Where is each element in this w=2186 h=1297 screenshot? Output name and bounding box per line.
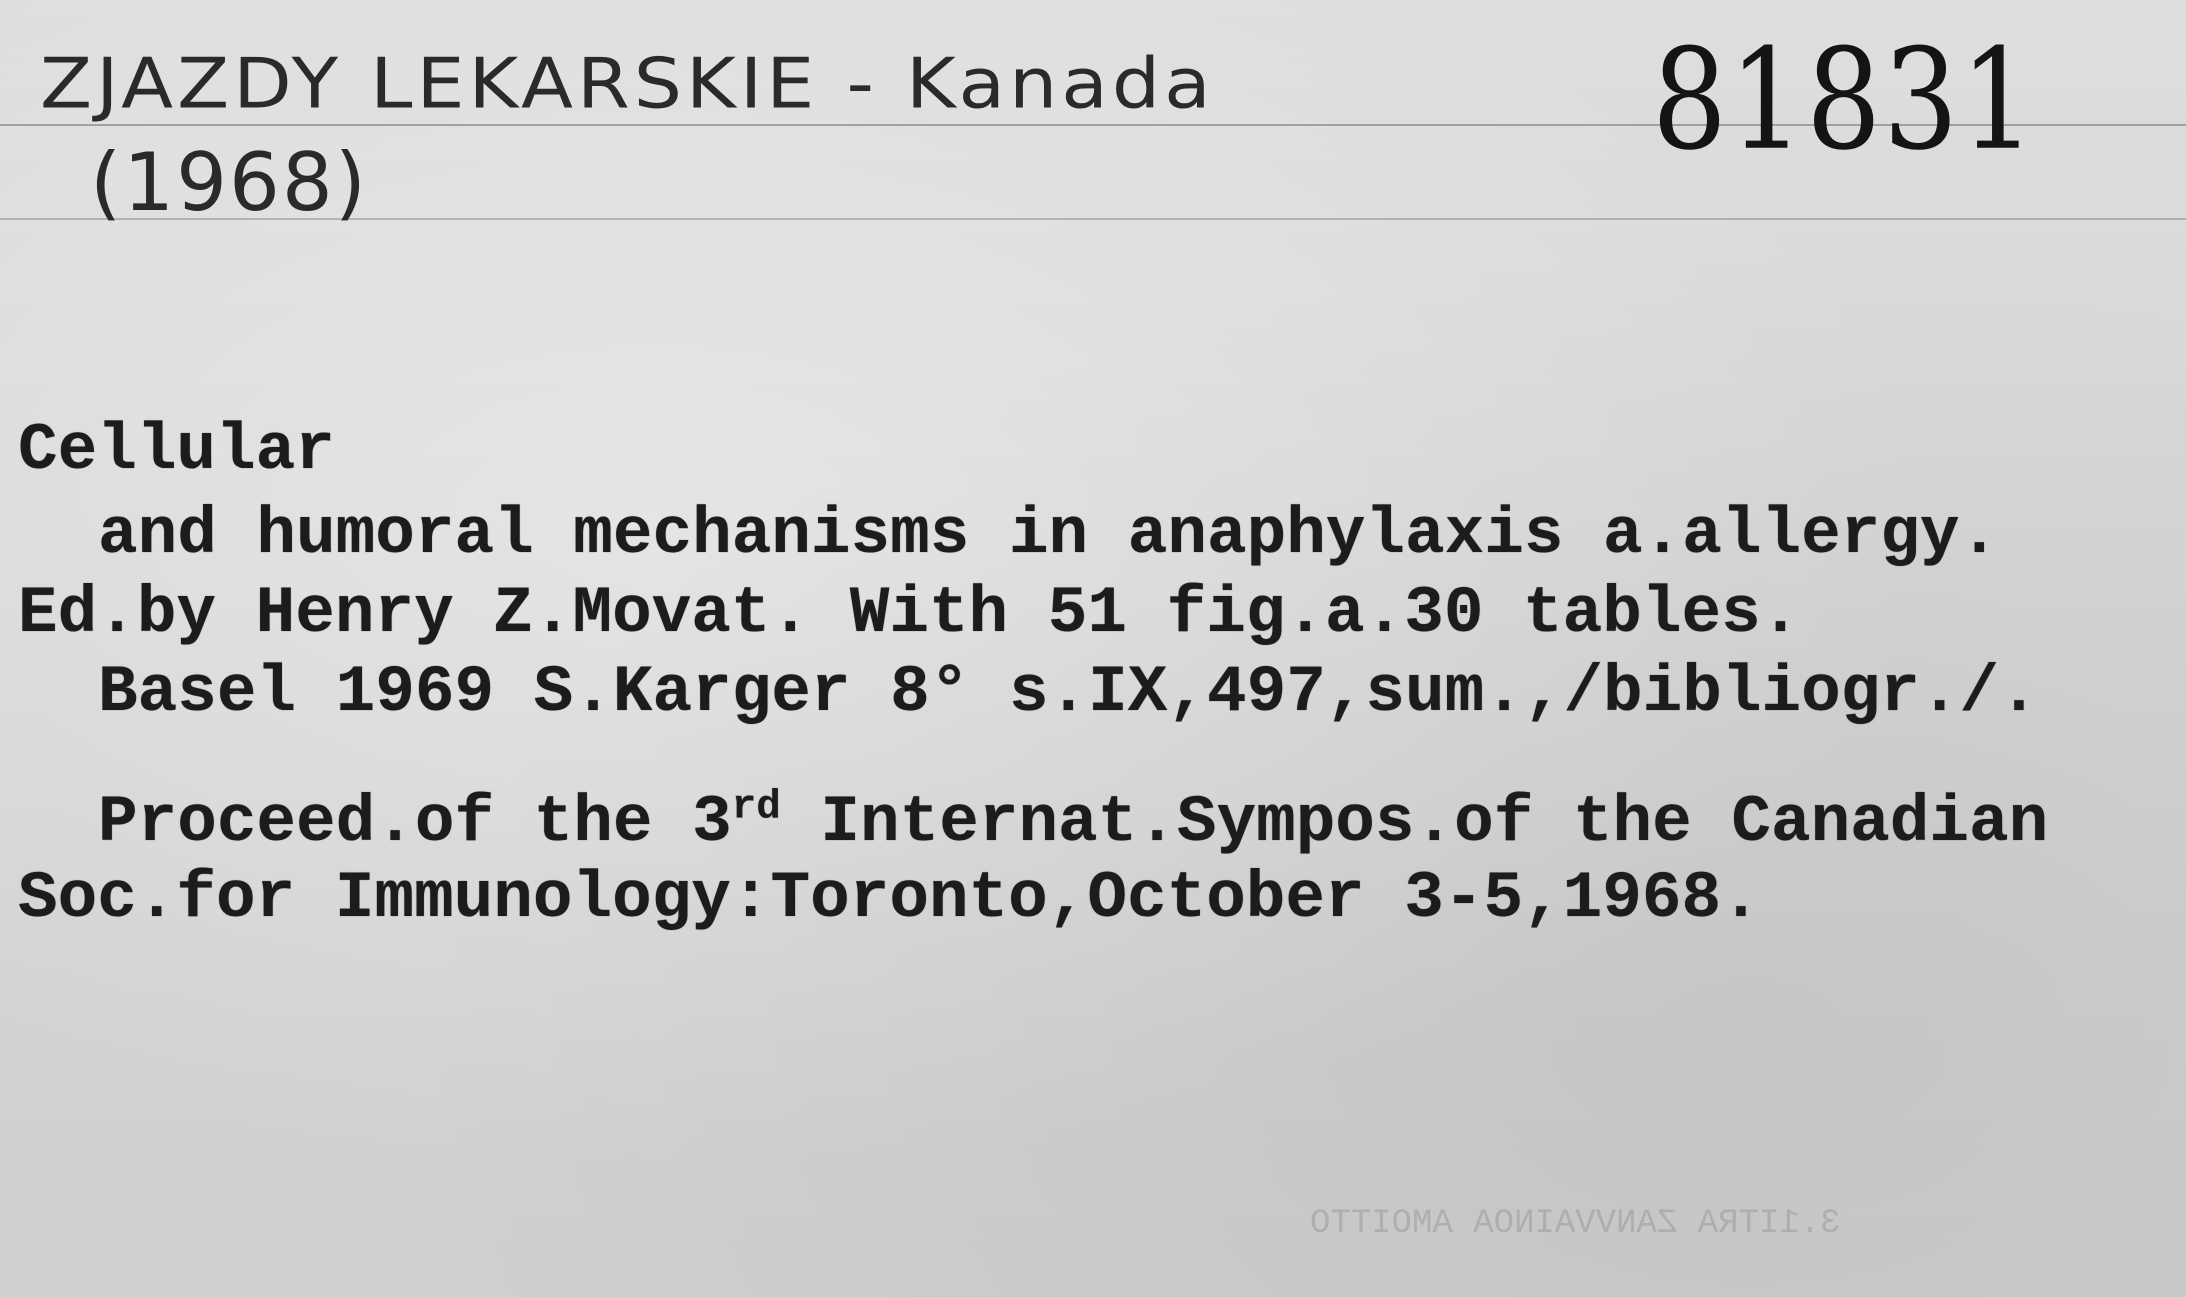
call-number: 81831 xyxy=(1652,18,2038,181)
entry-note-line-1 xyxy=(18,784,2049,860)
bleed-through-text: 3.1ITRA ZANVVAINOA AMOITTO xyxy=(1310,1205,1841,1243)
entry-title-line-1: Cellular xyxy=(18,413,335,488)
entry-note-line-2: Soc.for Immunology:Toronto,October 3-5,1968. xyxy=(18,861,1761,936)
entry-imprint-text: Basel 1969 S.Karger 8° s.IX,497,sum.,/bibliogr./. xyxy=(98,655,2039,730)
note-text-after: Internat.Sympos.of the Canadian xyxy=(780,784,2049,860)
subject-heading-year: (1968) xyxy=(90,136,369,229)
entry-imprint-line xyxy=(18,655,2039,730)
note-ordinal-superscript: rd xyxy=(731,784,781,830)
entry-editor-line: Ed.by Henry Z.Movat. With 51 fig.a.30 tables. xyxy=(18,576,1801,651)
note-text-before: Proceed.of the 3 xyxy=(98,784,732,860)
subject-heading: ZJAZDY LEKARSKIE - Kanada xyxy=(40,42,1215,124)
entry-title-line-2 xyxy=(18,497,2000,572)
entry-title-line-2-text: and humoral mechanisms in anaphylaxis a.allergy. xyxy=(98,497,2000,572)
